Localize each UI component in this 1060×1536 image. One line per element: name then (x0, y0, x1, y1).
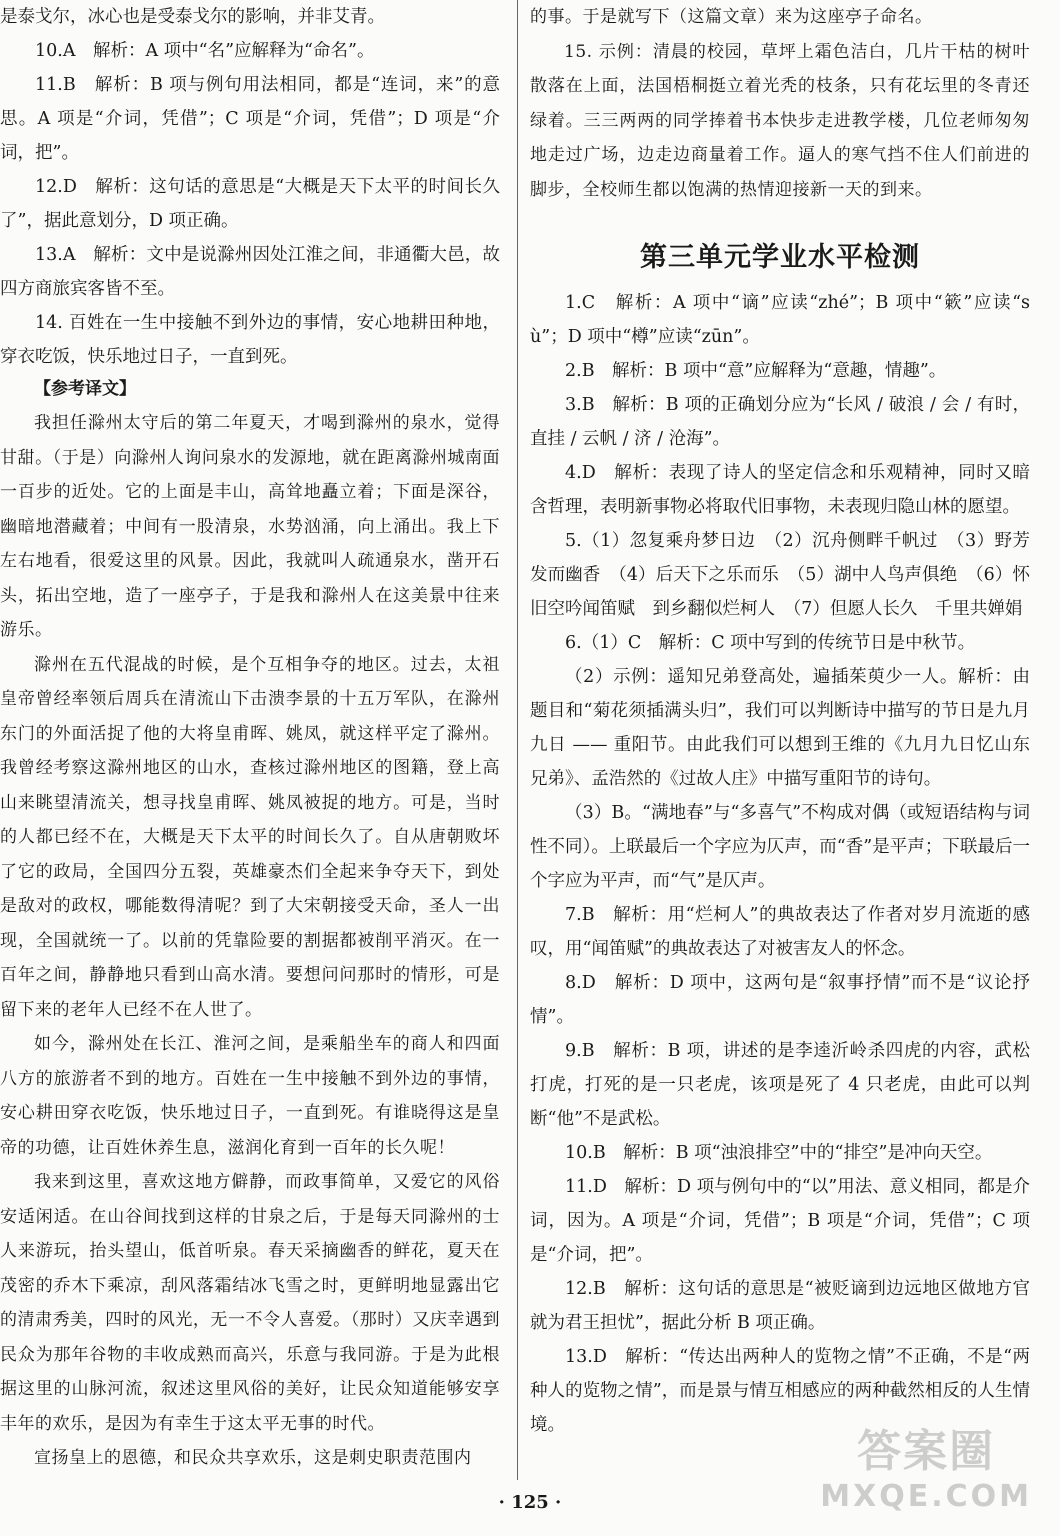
answer-para: 13.D 解析：“传达出两种人的览物之情”不正确，不是“两种人的览物之情”，而是景与情互相感应的两种截然相反的人生情境。 (530, 1347, 1030, 1435)
answer-para: 1.C 解析：A 项中“谪”应读“zhé”；B 项中“簌”应读“sù”；D 项中“樽”应读“zūn”。 (530, 293, 1030, 347)
translation-para: 宣扬皇上的恩德，和民众共享欢乐，这是刺史职责范围内 (34, 1448, 472, 1468)
answer-para: 12.D 解析：这句话的意思是“大概是天下太平的时间长久了”，据此意划分，D 项正确。 (0, 177, 500, 231)
translation-continued: 的事。于是就写下（这篇文章）来为这座亭子命名。 (530, 7, 933, 27)
translation-para: 我来到这里，喜欢这地方僻静，而政事简单，又爱它的风俗安适闲适。在山谷间找到这样的甘泉之后，于是每天同滁州的士人来游玩，抬头望山，低首听泉。春天采摘幽香的鲜花，夏天在茂密的乔木下乘凉，刮风落霜结冰飞雪之时，更鲜明地显露出它的清肃秀美，四时的风光，无一不令人喜爱。（那时）又庆幸遇到民众为那年谷物的丰收成熟而高兴，乐意与我同游。于是为此根据这里的山脉河流，叙述这里风俗的美好，让民众知道能够安享丰年的欢乐，是因为有幸生于这太平无事的时代。 (0, 1172, 500, 1434)
reference-translation-tag: 【参考译文】 (34, 379, 136, 399)
watermark-logo (820, 1415, 1032, 1514)
answer-para: 12.B 解析：这句话的意思是“被贬谪到边远地区做地方官就为君王担忧”，据此分析 B 项正确。 (530, 1279, 1030, 1333)
answer-para: 3.B 解析：B 项的正确划分应为“长风 / 破浪 / 会 / 有时，直挂 / 云帆 / 济 / 沧海”。 (530, 395, 1030, 449)
answer-para: （2）示例：遥知兄弟登高处，遍插茱萸少一人。解析：由题目和“菊花须插满头归”，我们可以判断诗中描写的节日是九月九日 —— 重阳节。由此我们可以想到王维的《九月九日忆山东兄弟》、孟浩然的《过故人庄》中描写重阳节的诗句。 (530, 667, 1030, 789)
answer-para: 10.A 解析：A 项中“名”应解释为“命名”。 (35, 41, 375, 61)
translation-para: 我担任滁州太守后的第二年夏天，才喝到滁州的泉水，觉得甘甜。（于是）向滁州人询问泉水的发源地，就在距离滁州城南面一百步的近处。它的上面是丰山，高耸地矗立着；下面是深谷，幽暗地潜藏着；中间有一股清泉，水势汹涌，向上涌出。我上下左右地看，很爱这里的风景。因此，我就叫人疏通泉水，凿开石头，拓出空地，造了一座亭子，于是我和滁州人在这美景中往来游乐。 (0, 413, 500, 640)
answer-para: 13.A 解析：文中是说滁州因处江淮之间，非通衢大邑，故四方商旅宾客皆不至。 (0, 245, 500, 299)
watermark-line1: 答案圈 (857, 1426, 996, 1477)
translation-para: 滁州在五代混战的时候，是个互相争夺的地区。过去，太祖皇帝曾经率领后周兵在清流山下击溃李景的十五万军队，在滁州东门的外面活捉了他的大将皇甫晖、姚凤，就这样平定了滁州。我曾经考察这滁州地区的山水，查核过滁州地区的图籍，登上高山来眺望清流关，想寻找皇甫晖、姚凤被捉的地方。可是，当时的人都已经不在，大概是天下太平的时间长久了。自从唐朝败坏了它的政局，全国四分五裂，英雄豪杰们全起来争夺天下，到处是敌对的政权，哪能数得清呢？到了大宋朝接受天命，圣人一出现，全国就统一了。以前的凭靠险要的割据都被削平消灭。在一百年之间，静静地只看到山高水清。要想问问那时的情形，可是留下来的老年人已经不在人世了。 (0, 654, 500, 1020)
answer-para: 4.D 解析：表现了诗人的坚定信念和乐观精神，同时又暗含哲理，表明新事物必将取代旧事物，未表现归隐山林的愿望。 (530, 463, 1030, 517)
answer-para: 5.（1）忽复乘舟梦日边 （2）沉舟侧畔千帆过 （3）野芳发而幽香 （4）后天下之乐而乐 （5）湖中人鸟声俱绝 （6）怀旧空吟闻笛赋 到乡翻似烂柯人 （7）但愿人长久 千里共婵娟 (530, 531, 1030, 619)
translation-para: 如今，滁州处在长江、淮河之间，是乘船坐车的商人和四面八方的旅游者不到的地方。百姓在一生中接触不到外边的事情，安心耕田穿衣吃饭，快乐地过日子，一直到死。有谁晓得这是皇帝的功德，让百姓休养生息，滋润化育到一百年的长久呢！ (0, 1034, 500, 1158)
left-column (0, 0, 500, 1476)
answer-para: 11.D 解析：D 项与例句中的“以”用法、意义相同，都是介词，因为。A 项是“介词，凭借”；B 项是“介词，凭借”；C 项是“介词，把”。 (530, 1177, 1030, 1265)
answer-para: 8.D 解析：D 项中，这两句是“叙事抒情”而不是“议论抒情”。 (530, 973, 1030, 1027)
answer-para: （3）B。“满地春”与“多喜气”不构成对偶（或短语结构与词性不同）。上联最后一个字应为仄声，而“香”是平声；下联最后一个字应为平声，而“气”是仄声。 (530, 803, 1030, 891)
column-divider (517, 0, 518, 1480)
page-number: · 125 · (498, 1492, 562, 1513)
watermark-line2: MXQE.COM (820, 1479, 1032, 1514)
answer-para: 10.B 解析：B 项“浊浪排空”中的“排空”是冲向天空。 (565, 1143, 993, 1163)
answer-para: 14. 百姓在一生中接触不到外边的事情，安心地耕田种地，穿衣吃饭，快乐地过日子，一直到死。 (0, 313, 500, 367)
answer-para: 7.B 解析：用“烂柯人”的典故表达了作者对岁月流逝的感叹，用“闻笛赋”的典故表达了对被害友人的怀念。 (530, 905, 1030, 959)
answer-para: 9.B 解析：B 项，讲述的是李逵沂岭杀四虎的内容，武松打虎，打死的是一只老虎，该项是死了 4 只老虎，由此可以判断“他”不是武松。 (530, 1041, 1030, 1129)
answer-para: 2.B 解析：B 项中“意”应解释为“意趣，情趣”。 (565, 361, 947, 381)
answer-para: 是泰戈尔，冰心也是受泰戈尔的影响，并非艾青。 (0, 7, 385, 27)
answer-para: 11.B 解析：B 项与例句用法相同，都是“连词，来”的意思。A 项是“介词，凭借”；C 项是“介词，凭借”；D 项是“介词，把”。 (0, 75, 500, 163)
right-column (530, 0, 1030, 1442)
section-title: 第三单元学业水平检测 (640, 242, 920, 273)
essay-sample: 15. 示例：清晨的校园，草坪上霜色洁白，几片干枯的树叶散落在上面，法国梧桐挺立着光秃的枝条，只有花坛里的冬青还绿着。三三两两的同学捧着书本快步走进教学楼，几位老师匆匆地走过广场，边走边商量着工作。逼人的寒气挡不住人们前进的脚步，全校师生都以饱满的热情迎接新一天的到来。 (530, 41, 1030, 200)
answer-para: 6.（1）C 解析：C 项中写到的传统节日是中秋节。 (565, 633, 976, 653)
